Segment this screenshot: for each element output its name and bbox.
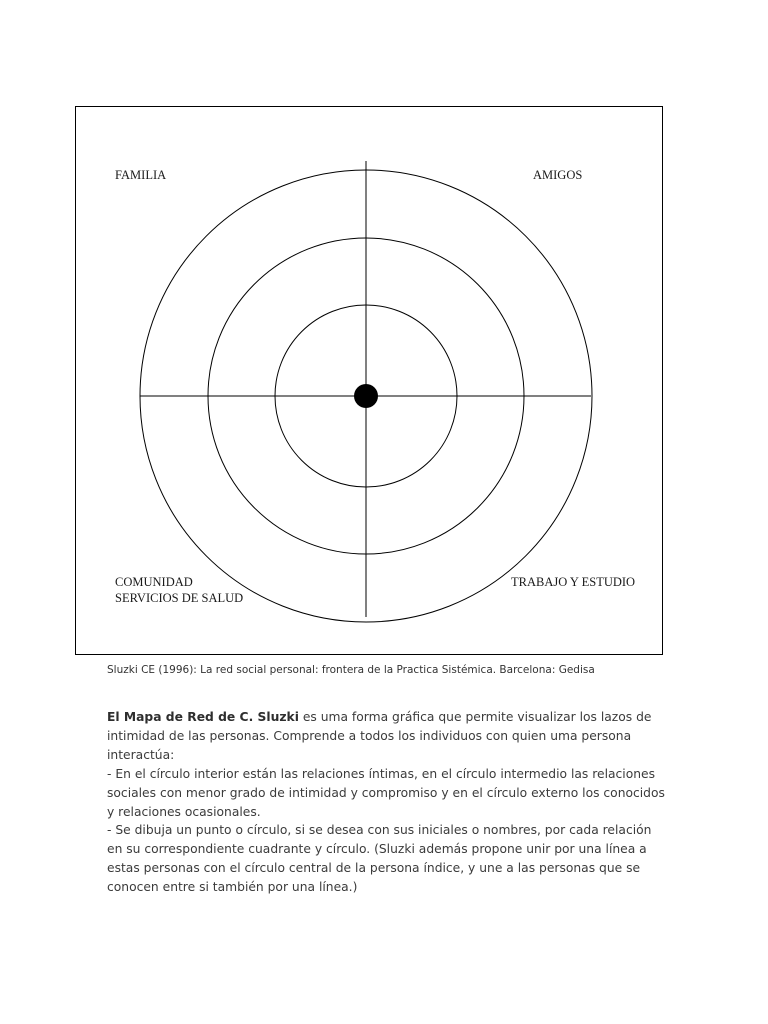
- point-drawing-instructions: - Se dibuja un punto o círculo, si se desea con sus iniciales o nombres, por cada relación en su correspondiente cuadrante y círculo. (Sluzki además propone unir por una línea a estas personas con el círculo central de la persona índice, y une a las personas que se conocen entre si también por una línea.): [107, 823, 652, 895]
- diagram-citation: Sluzki CE (1996): La red social personal: frontera de la Practica Sistémica. Barcelona: Gedisa: [107, 664, 595, 676]
- description-text: [107, 708, 667, 897]
- center-index-person-dot: [354, 384, 378, 408]
- intro-paragraph: [107, 708, 667, 765]
- label-servicios-de-salud: SERVICIOS DE SALUD: [115, 591, 244, 605]
- sluzki-network-map: [75, 106, 663, 655]
- intro-bold-title: El Mapa de Red de C. Sluzki: [107, 710, 299, 724]
- network-map-diagram: [75, 106, 663, 655]
- diagram-border: [76, 107, 663, 655]
- label-familia: FAMILIA: [115, 168, 167, 182]
- label-comunidad: COMUNIDAD: [115, 575, 193, 589]
- label-amigos: AMIGOS: [533, 168, 583, 182]
- point-circles-meaning: - En el círculo interior están las relaciones íntimas, en el círculo intermedio las relaciones sociales con menor grado de intimidad y compromiso y en el círculo externo los conocidos y relaciones ocasionales.: [107, 766, 665, 819]
- intro-rest-text: es uma forma gráfica que permite visualizar los lazos de intimidad de las personas. Comprende a todos los individuos con quien uma persona interactúa:: [107, 710, 652, 762]
- label-trabajo-y-estudio: TRABAJO Y ESTUDIO: [511, 575, 636, 589]
